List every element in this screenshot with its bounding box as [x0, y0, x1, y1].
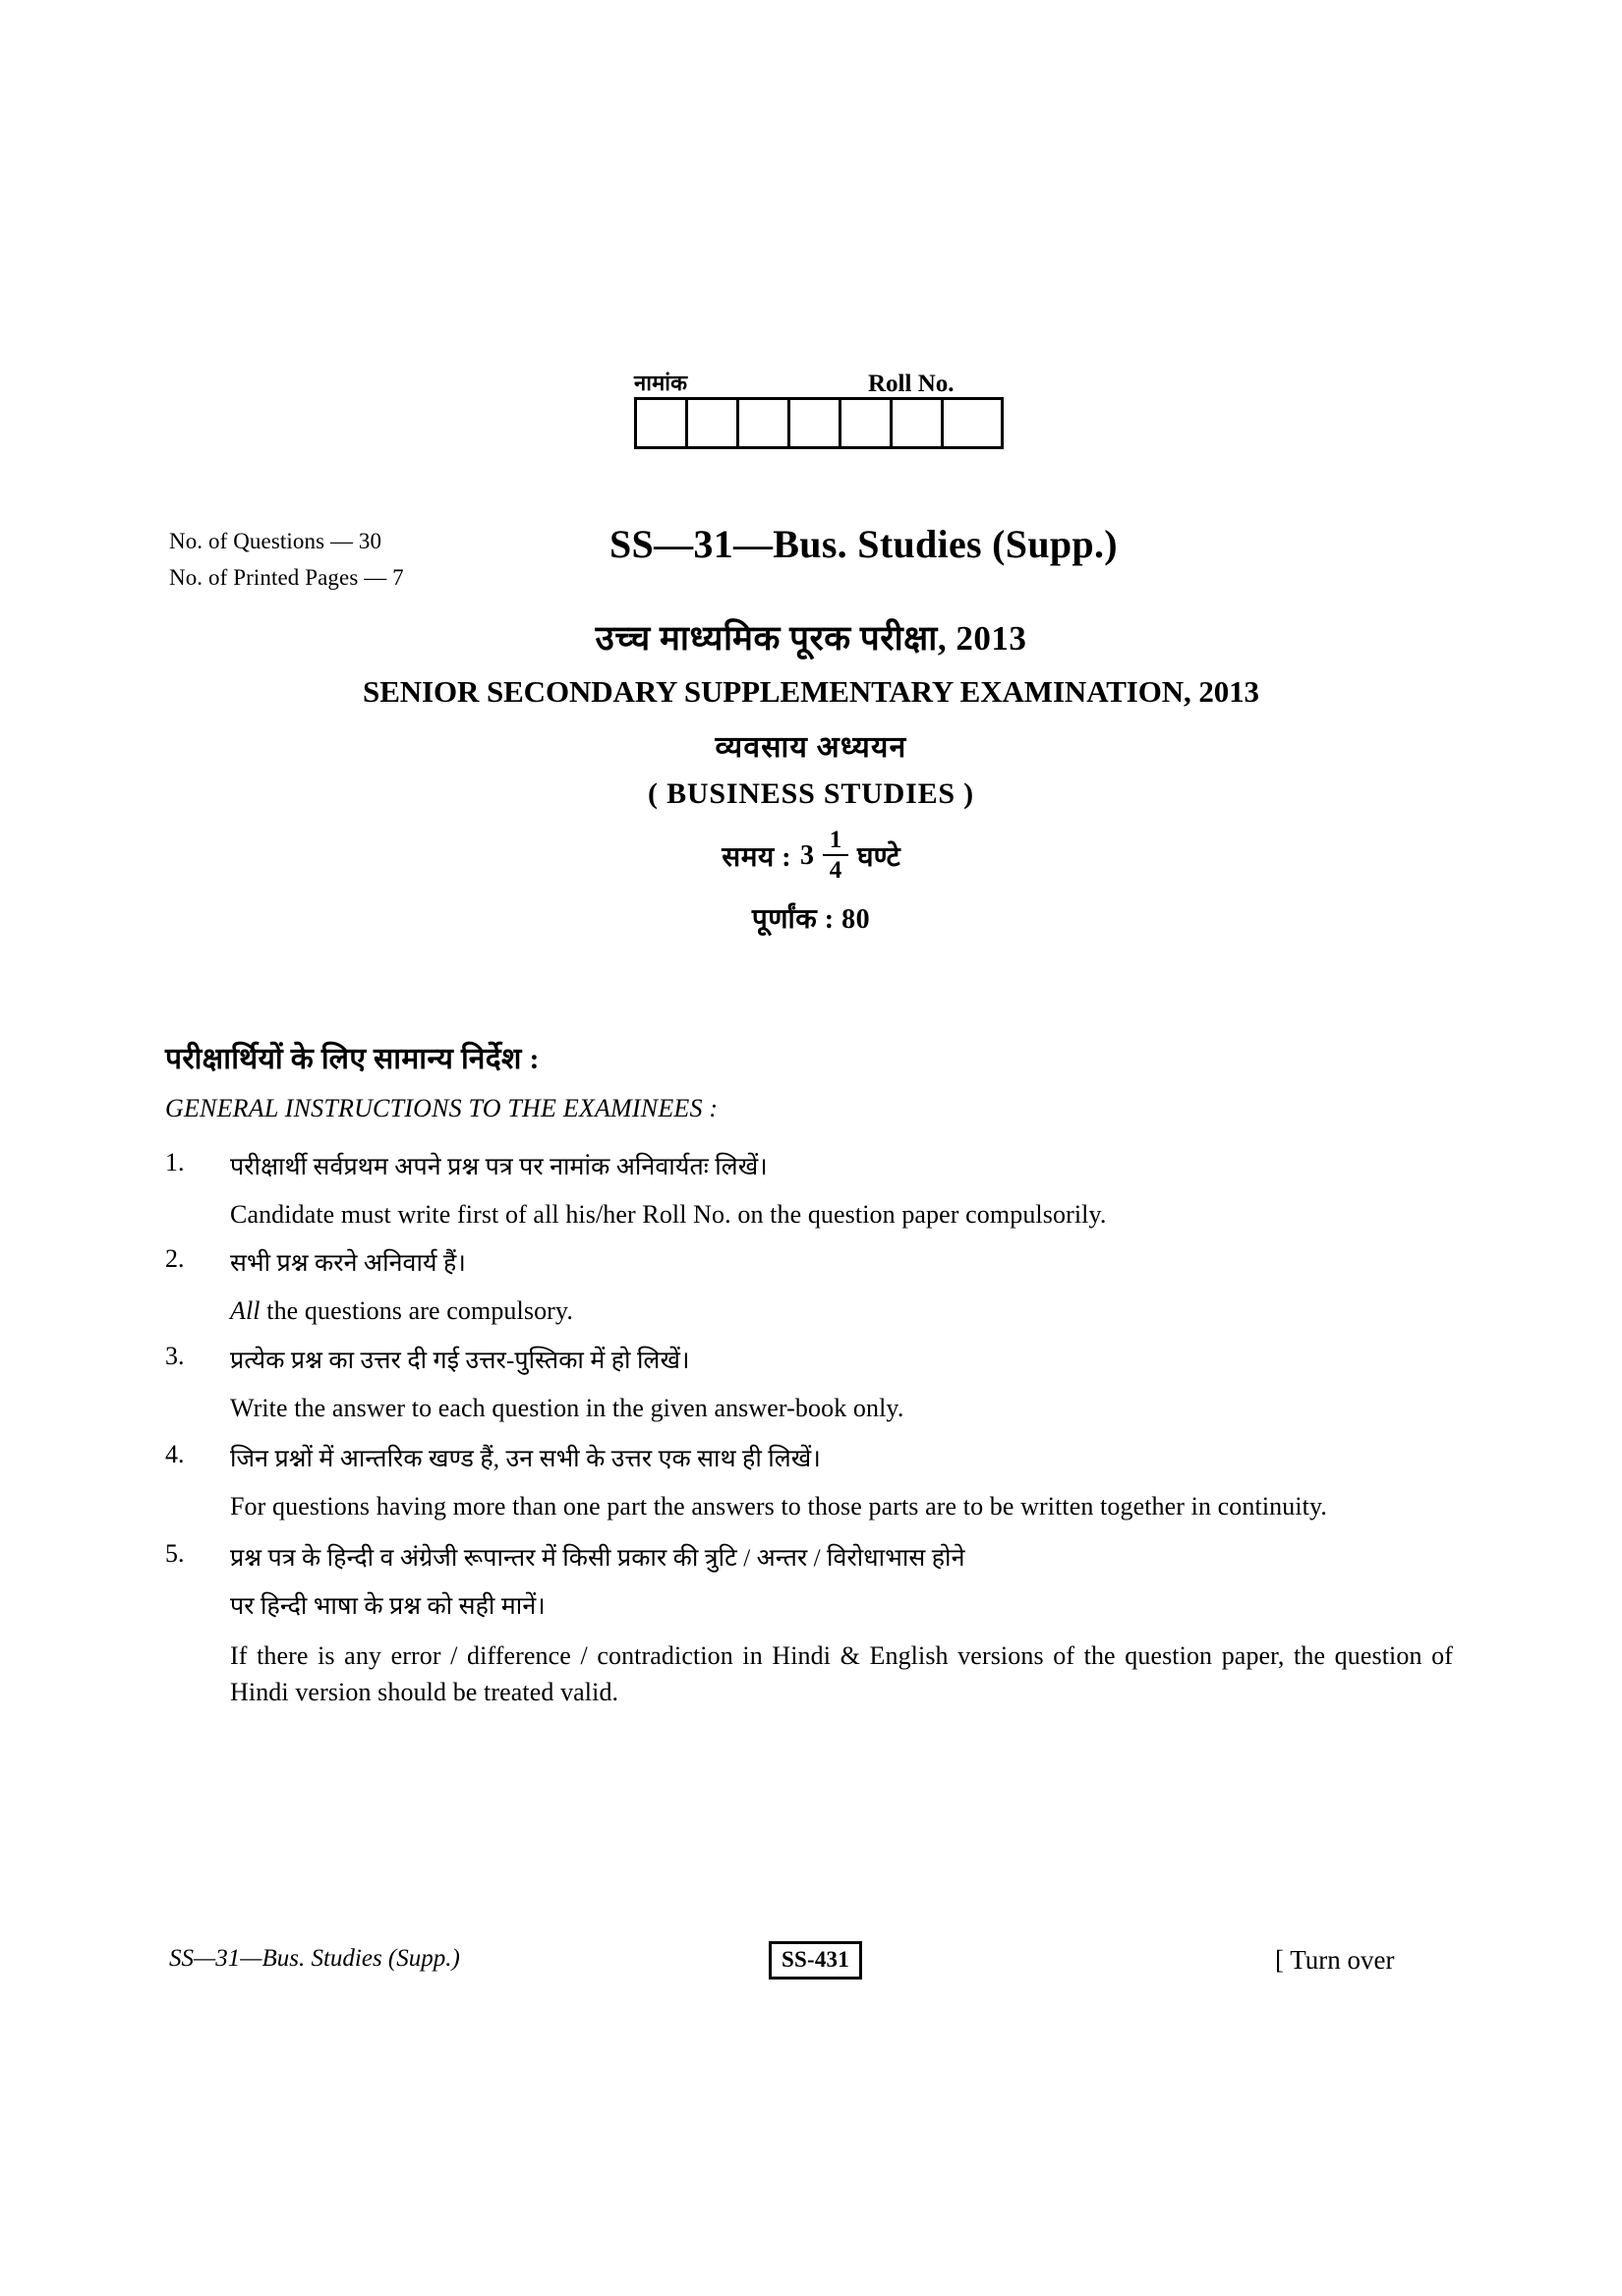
namank-label: नामांक — [634, 371, 688, 395]
footer-paper-code-box: SS-431 — [769, 1941, 862, 1980]
roll-digit-cell[interactable] — [790, 400, 841, 446]
instruction-text-hindi: प्रश्न पत्र के हिन्दी व अंग्रेजी रूपान्तर में किसी प्रकार की त्रुटि / अन्तर / विरोधाभास होने — [230, 1544, 965, 1572]
roll-no-label: Roll No. — [868, 371, 955, 397]
instruction-item — [165, 1244, 1453, 1329]
paper-meta-block — [169, 523, 404, 597]
instructions-heading-english: GENERAL INSTRUCTIONS TO THE EXAMINEES : — [165, 1094, 719, 1122]
instruction-body — [230, 1244, 1453, 1329]
page-footer — [0, 1941, 1622, 1984]
instruction-text-english: Candidate must write first of all his/her Roll No. on the question paper compulsorily. — [230, 1200, 1107, 1229]
instruction-item — [165, 1342, 1453, 1426]
instruction-number: 5. — [165, 1538, 185, 1568]
instruction-number: 4. — [165, 1440, 185, 1469]
instruction-body — [230, 1148, 1453, 1233]
time-unit: घण्टे — [857, 842, 900, 873]
instructions-heading-hindi: परीक्षार्थियों के लिए सामान्य निर्देश : — [165, 1043, 540, 1075]
instructions-list — [165, 1148, 1453, 1719]
roll-number-labels — [634, 364, 1096, 397]
instruction-item — [165, 1148, 1453, 1233]
fraction-numerator: 1 — [829, 827, 842, 853]
roll-number-block — [634, 364, 1096, 449]
instruction-text-english — [230, 1292, 1453, 1329]
instruction-text-english: Write the answer to each question in the given answer-book only. — [230, 1393, 904, 1422]
exam-title-hindi: उच्च माध्यमिक पूरक परीक्षा, 2013 — [595, 619, 1027, 658]
instruction-number: 2. — [165, 1244, 185, 1274]
fraction-denominator: 4 — [829, 857, 842, 884]
instruction-body — [230, 1539, 1453, 1711]
roll-digit-cell[interactable] — [637, 400, 688, 446]
footer-paper-title: SS—31—Bus. Studies (Supp.) — [169, 1945, 460, 1972]
instruction-text-hindi: जिन प्रश्नों में आन्तरिक खण्ड हैं, उन सभी के उत्तर एक साथ ही लिखें। — [230, 1446, 821, 1473]
instruction-text-english-rest: the questions are compulsory. — [260, 1296, 573, 1326]
instruction-text-english: If there is any error / difference / contradiction in Hindi & English versions of the question paper, the question of Hindi version should be treated valid. — [230, 1640, 1453, 1707]
time-fraction — [823, 828, 848, 883]
no-of-questions: No. of Questions — 30 — [169, 529, 382, 553]
instruction-number: 1. — [165, 1148, 185, 1177]
time-label: समय : — [722, 842, 792, 873]
instruction-body — [230, 1342, 1453, 1426]
time-allowed-line — [0, 829, 1622, 884]
maximum-marks: पूर्णांक : 80 — [751, 904, 871, 935]
subject-title-hindi: व्यवसाय अध्ययन — [715, 731, 907, 764]
exam-title-english: SENIOR SECONDARY SUPPLEMENTARY EXAMINATION, 2013 — [363, 674, 1259, 709]
roll-digit-cell[interactable] — [944, 400, 995, 446]
roll-number-grid[interactable] — [634, 397, 1004, 449]
time-whole-number: 3 — [800, 840, 815, 871]
instruction-body — [230, 1440, 1453, 1524]
instruction-number: 3. — [165, 1341, 185, 1370]
instruction-item — [165, 1440, 1453, 1524]
roll-digit-cell[interactable] — [688, 400, 739, 446]
instruction-text-english: For questions having more than one part the answers to those parts are to be written together in continuity. — [230, 1492, 1328, 1521]
paper-code-title: SS—31—Bus. Studies (Supp.) — [609, 522, 1118, 566]
roll-digit-cell[interactable] — [739, 400, 790, 446]
instruction-text-hindi: सभी प्रश्न करने अनिवार्य हैं। — [230, 1250, 466, 1278]
roll-digit-cell[interactable] — [841, 400, 893, 446]
exam-heading-block — [0, 614, 1622, 937]
instruction-text-hindi: परीक्षार्थी सर्वप्रथम अपने प्रश्न पत्र पर नामांक अनिवार्यतः लिखें। — [230, 1154, 768, 1180]
instruction-item — [165, 1539, 1453, 1711]
no-of-printed-pages: No. of Printed Pages — 7 — [169, 565, 404, 591]
instruction-text-hindi-continued: पर हिन्दी भाषा के प्रश्न को सही मानें। — [230, 1592, 546, 1620]
instruction-text-hindi: प्रत्येक प्रश्न का उत्तर दी गई उत्तर-पुस्तिका में हो लिखें। — [230, 1347, 690, 1374]
subject-title-english: ( BUSINESS STUDIES ) — [648, 777, 974, 810]
roll-digit-cell[interactable] — [893, 400, 944, 446]
instruction-emphasis: All — [230, 1296, 261, 1326]
footer-turn-over: [ Turn over — [1275, 1945, 1395, 1975]
